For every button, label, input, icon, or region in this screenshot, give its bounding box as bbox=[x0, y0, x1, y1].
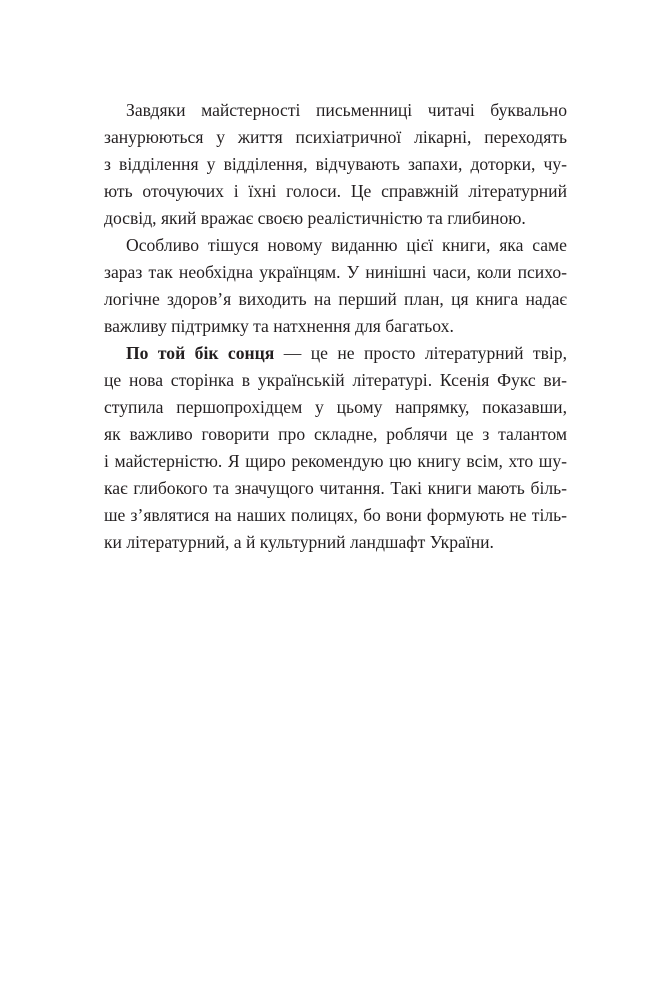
paragraph-3-line-8: ки літературний, а й культурний ландшафт України. bbox=[104, 532, 494, 552]
paragraph-3-line-1-rest: — це не просто літературний твір, bbox=[274, 343, 567, 363]
paragraph-1-line-1: Завдяки майстерності письменниці читачі буквально bbox=[126, 100, 567, 120]
paragraph-3-line-1 bbox=[104, 340, 567, 367]
paragraph-1-line-5: досвід, який вражає своєю реалістичністю та глибиною. bbox=[104, 208, 526, 228]
paragraph-2-line-1: Особливо тішуся новому виданню цієї книги, яка саме bbox=[126, 235, 567, 255]
body-text bbox=[104, 97, 567, 556]
paragraph-3-line-3: ступила першопрохідцем у цьому напрямку, показавши, bbox=[104, 397, 567, 417]
paragraph-1-line-4: ють оточуючих і їхні голоси. Це справжній літературний bbox=[104, 181, 567, 201]
paragraph-1-line-2: занурюються у життя психіатричної лікарні, переходять bbox=[104, 127, 567, 147]
paragraph-3-line-5: і майстерністю. Я щиро рекомендую цю книгу всім, хто шу- bbox=[104, 451, 567, 471]
paragraph-3-line-2: це нова сторінка в українській літературі. Ксенія Фукс ви- bbox=[104, 370, 567, 390]
paragraph-3-line-4: як важливо говорити про складне, роблячи це з талантом bbox=[104, 424, 567, 444]
paragraph-1-line-3: з відділення у відділення, відчувають запахи, доторки, чу- bbox=[104, 154, 567, 174]
paragraph-2-line-2: зараз так необхідна українцям. У нинішні часи, коли психо- bbox=[104, 262, 567, 282]
book-title-emphasis: По той бік сонця bbox=[126, 343, 275, 363]
paragraph-2-line-3: логічне здоров’я виходить на перший план, ця книга надає bbox=[104, 289, 567, 309]
paragraph-3-line-7: ше з’являтися на наших полицях, бо вони формують не тіль- bbox=[104, 505, 567, 525]
paragraph-2-line-4: важливу підтримку та натхнення для багатьох. bbox=[104, 316, 454, 336]
paragraph-3-line-6: кає глибокого та значущого читання. Такі книги мають біль- bbox=[104, 478, 567, 498]
